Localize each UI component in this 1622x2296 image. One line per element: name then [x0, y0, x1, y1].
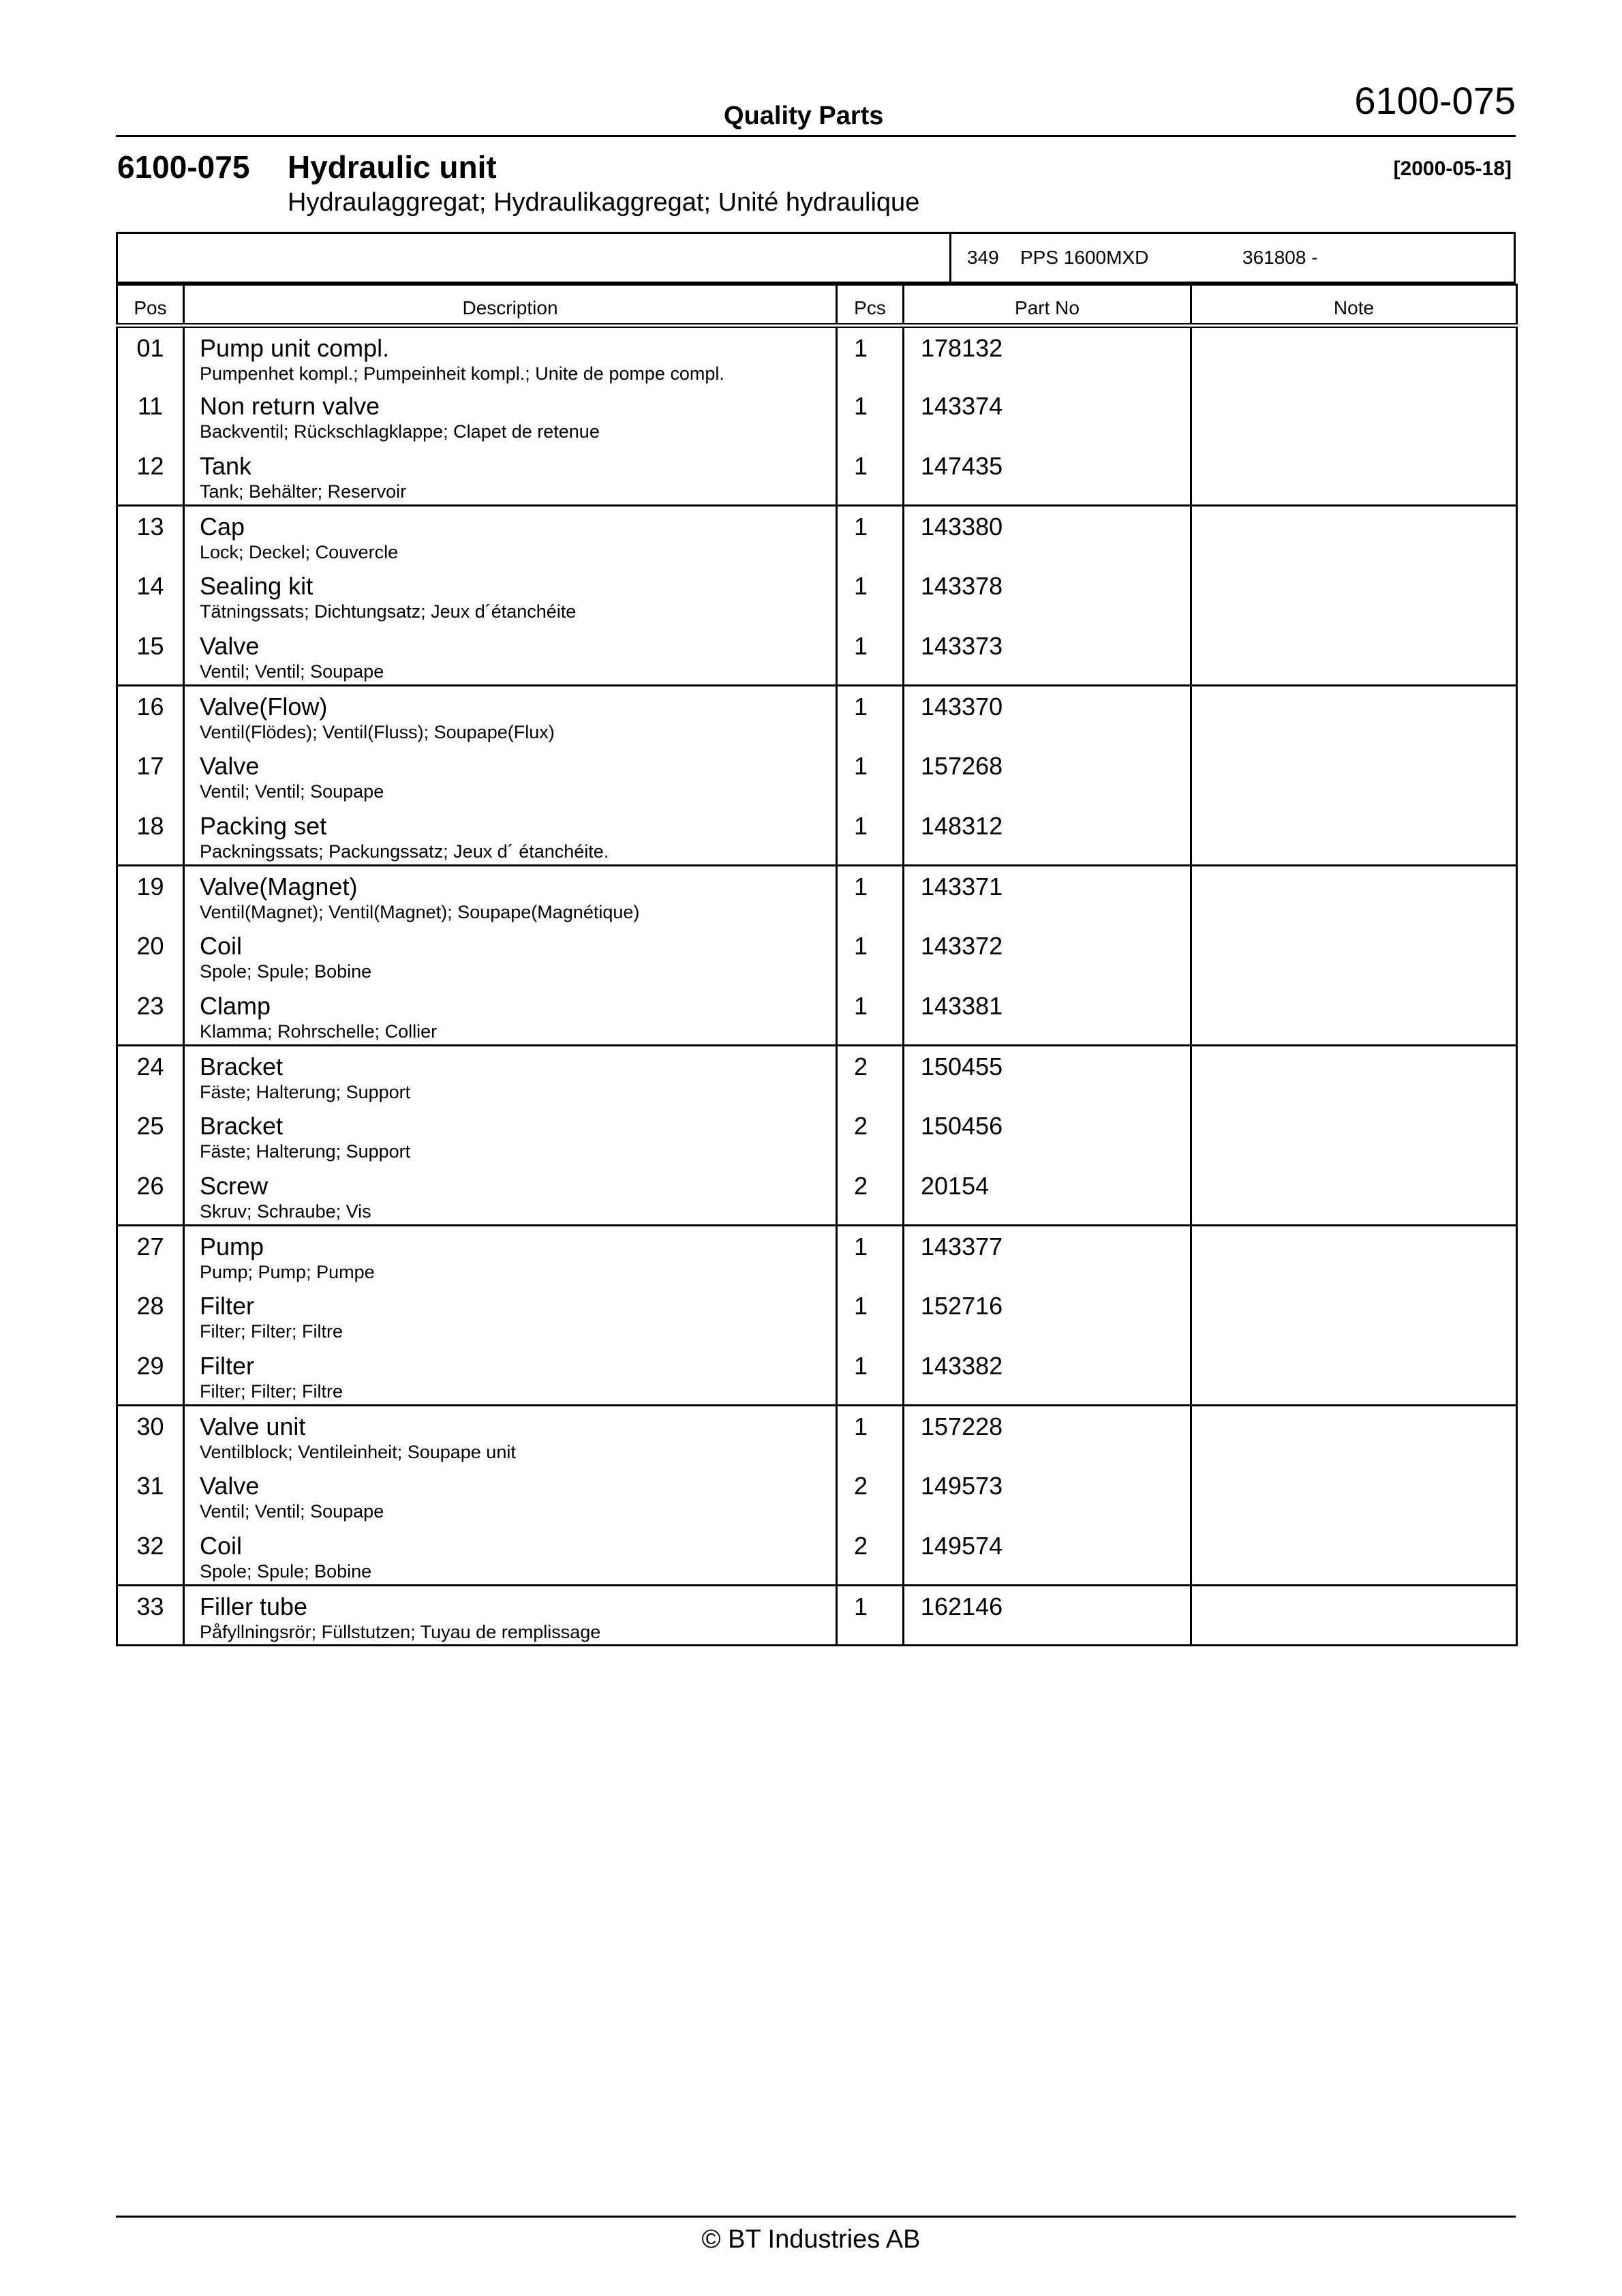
- model-name: PPS 1600MXD: [1020, 247, 1149, 268]
- row-description-translation: Spole; Spule; Bobine: [200, 1560, 372, 1582]
- table-row: [117, 1106, 1517, 1166]
- row-part-no: 157228: [904, 1406, 1191, 1466]
- row-pos: 11: [117, 386, 184, 446]
- row-description-translation: Fäste; Halterung; Support: [200, 1141, 411, 1162]
- row-description-translation: Filter; Filter; Filtre: [200, 1380, 343, 1402]
- row-note: [1191, 806, 1517, 866]
- row-description: [184, 1166, 837, 1226]
- row-pos: 27: [117, 1226, 184, 1286]
- footer-rule: [116, 2216, 1516, 2218]
- table-row: [117, 926, 1517, 986]
- row-note: [1191, 1286, 1517, 1346]
- table-row: [117, 1406, 1517, 1466]
- row-description: [184, 746, 837, 806]
- model-serial: 361808 -: [1242, 247, 1318, 268]
- table-row: [117, 1346, 1517, 1406]
- row-description-name: Filter: [200, 1351, 254, 1380]
- model-number: 349: [967, 247, 999, 268]
- row-note: [1191, 1466, 1517, 1526]
- row-description-name: Cap: [200, 513, 245, 541]
- row-description: [184, 686, 837, 746]
- table-row: [117, 806, 1517, 866]
- row-pos: 33: [117, 1586, 184, 1646]
- row-part-no: 150455: [904, 1046, 1191, 1106]
- row-description-name: Valve(Magnet): [200, 873, 358, 901]
- row-description: [184, 1406, 837, 1466]
- row-description-name: Valve: [200, 1471, 260, 1500]
- row-part-no: 143377: [904, 1226, 1191, 1286]
- row-description: [184, 986, 837, 1046]
- row-pos: 16: [117, 686, 184, 746]
- table-row: [117, 686, 1517, 746]
- row-description-translation: Packningssats; Packungssatz; Jeux d´ étanchéite.: [200, 841, 609, 862]
- row-description-translation: Ventil(Flödes); Ventil(Fluss); Soupape(Flux): [200, 722, 555, 742]
- row-note: [1191, 1406, 1517, 1466]
- row-description: [184, 1286, 837, 1346]
- row-note: [1191, 1526, 1517, 1586]
- row-description-name: Coil: [200, 1531, 243, 1560]
- row-note: [1191, 566, 1517, 626]
- row-pos: 29: [117, 1346, 184, 1406]
- row-note: [1191, 1586, 1517, 1646]
- model-box-divider: [949, 234, 951, 282]
- row-description-translation: Lock; Deckel; Couvercle: [200, 542, 399, 562]
- table-row: [117, 626, 1517, 686]
- row-part-no: 143380: [904, 506, 1191, 566]
- row-pos: 25: [117, 1106, 184, 1166]
- table-row: [117, 386, 1517, 446]
- parts-table: [116, 284, 1518, 1646]
- row-note: [1191, 1046, 1517, 1106]
- row-pcs: 1: [837, 386, 904, 446]
- row-note: [1191, 386, 1517, 446]
- row-pcs: 1: [837, 446, 904, 506]
- table-row: [117, 1466, 1517, 1526]
- row-pcs: 1: [837, 926, 904, 986]
- row-note: [1191, 326, 1517, 386]
- table-row: [117, 1286, 1517, 1346]
- row-description-translation: Ventil; Ventil; Soupape: [200, 781, 384, 802]
- row-description-translation: Ventilblock; Ventileinheit; Soupape unit: [200, 1442, 516, 1462]
- row-description-name: Non return valve: [200, 391, 380, 420]
- row-note: [1191, 986, 1517, 1046]
- row-part-no: 143381: [904, 986, 1191, 1046]
- row-pcs: 1: [837, 986, 904, 1046]
- row-part-no: 178132: [904, 326, 1191, 386]
- row-part-no: 157268: [904, 746, 1191, 806]
- table-row: [117, 986, 1517, 1046]
- row-pos: 01: [117, 326, 184, 386]
- row-description: [184, 326, 837, 386]
- row-description-name: Filler tube: [200, 1592, 308, 1620]
- row-description-name: Valve: [200, 631, 260, 660]
- row-pcs: 1: [837, 326, 904, 386]
- row-pos: 28: [117, 1286, 184, 1346]
- row-note: [1191, 506, 1517, 566]
- row-pcs: 2: [837, 1106, 904, 1166]
- row-description: [184, 926, 837, 986]
- row-note: [1191, 926, 1517, 986]
- row-description-translation: Ventil(Magnet); Ventil(Magnet); Soupape(Magnétique): [200, 902, 640, 922]
- row-pcs: 1: [837, 1346, 904, 1406]
- row-pos: 24: [117, 1046, 184, 1106]
- row-pos: 23: [117, 986, 184, 1046]
- row-pos: 19: [117, 866, 184, 926]
- row-pcs: 1: [837, 1406, 904, 1466]
- column-header-pos: Pos: [117, 285, 184, 326]
- row-description-name: Packing set: [200, 811, 327, 840]
- page-code: 6100-075: [1354, 79, 1516, 122]
- column-header-description: Description: [184, 285, 837, 326]
- row-description-name: Coil: [200, 931, 243, 960]
- row-description: [184, 1466, 837, 1526]
- row-pos: 13: [117, 506, 184, 566]
- row-part-no: 143372: [904, 926, 1191, 986]
- row-pcs: 1: [837, 566, 904, 626]
- section-title: Hydraulic unit: [288, 149, 497, 185]
- table-row: [117, 566, 1517, 626]
- row-pos: 31: [117, 1466, 184, 1526]
- row-description: [184, 1346, 837, 1406]
- row-description: [184, 1526, 837, 1586]
- running-title: Quality Parts: [724, 102, 884, 130]
- row-description-translation: Påfyllningsrör; Füllstutzen; Tuyau de remplissage: [200, 1622, 601, 1642]
- row-note: [1191, 746, 1517, 806]
- row-description-translation: Backventil; Rückschlagklappe; Clapet de retenue: [200, 421, 600, 442]
- row-description-name: Clamp: [200, 991, 271, 1020]
- column-header-pcs: Pcs: [837, 285, 904, 326]
- row-description-translation: Ventil; Ventil; Soupape: [200, 661, 384, 682]
- header-rule: [116, 135, 1516, 137]
- row-pos: 12: [117, 446, 184, 506]
- row-note: [1191, 626, 1517, 686]
- row-description-translation: Tätningssats; Dichtungsatz; Jeux d´étanchéite: [200, 601, 577, 622]
- row-description: [184, 866, 837, 926]
- row-description-translation: Ventil; Ventil; Soupape: [200, 1500, 384, 1522]
- row-part-no: 143370: [904, 686, 1191, 746]
- row-part-no: 147435: [904, 446, 1191, 506]
- row-note: [1191, 1346, 1517, 1406]
- row-note: [1191, 866, 1517, 926]
- row-pcs: 2: [837, 1466, 904, 1526]
- row-pos: 32: [117, 1526, 184, 1586]
- row-description: [184, 1226, 837, 1286]
- row-description: [184, 1586, 837, 1646]
- row-part-no: 150456: [904, 1106, 1191, 1166]
- row-description-translation: Filter; Filter; Filtre: [200, 1320, 343, 1342]
- row-note: [1191, 446, 1517, 506]
- row-note: [1191, 686, 1517, 746]
- row-pcs: 1: [837, 1226, 904, 1286]
- table-row: [117, 746, 1517, 806]
- row-pcs: 1: [837, 866, 904, 926]
- row-description-name: Sealing kit: [200, 571, 313, 600]
- row-part-no: 20154: [904, 1166, 1191, 1226]
- row-part-no: 143382: [904, 1346, 1191, 1406]
- row-description-name: Bracket: [200, 1053, 284, 1081]
- row-pcs: 1: [837, 806, 904, 866]
- row-description-name: Valve unit: [200, 1413, 306, 1440]
- row-part-no: 149573: [904, 1466, 1191, 1526]
- row-description-name: Valve: [200, 751, 260, 780]
- table-row: [117, 1226, 1517, 1286]
- row-pcs: 2: [837, 1046, 904, 1106]
- row-description: [184, 1106, 837, 1166]
- row-part-no: 143371: [904, 866, 1191, 926]
- row-pos: 30: [117, 1406, 184, 1466]
- row-description: [184, 1046, 837, 1106]
- row-description-name: Tank: [200, 451, 252, 480]
- row-description: [184, 806, 837, 866]
- row-part-no: 143373: [904, 626, 1191, 686]
- row-part-no: 143378: [904, 566, 1191, 626]
- row-description: [184, 566, 837, 626]
- row-pcs: 1: [837, 626, 904, 686]
- row-description: [184, 626, 837, 686]
- table-row: [117, 326, 1517, 386]
- section-date: [2000-05-18]: [1393, 157, 1512, 180]
- row-description-translation: Pumpenhet kompl.; Pumpeinheit kompl.; Unite de pompe compl.: [200, 363, 724, 384]
- row-description-name: Filter: [200, 1291, 254, 1320]
- row-pcs: 1: [837, 506, 904, 566]
- row-description-translation: Tank; Behälter; Reservoir: [200, 481, 407, 502]
- row-description-name: Valve(Flow): [200, 693, 328, 721]
- table-row: [117, 1586, 1517, 1646]
- row-pcs: 1: [837, 686, 904, 746]
- row-description-translation: Skruv; Schraube; Vis: [200, 1200, 371, 1222]
- row-pcs: 1: [837, 1586, 904, 1646]
- table-row: [117, 1166, 1517, 1226]
- column-header-note: Note: [1191, 285, 1517, 326]
- row-pos: 14: [117, 566, 184, 626]
- footer-copyright: © BT Industries AB: [701, 2225, 921, 2254]
- row-part-no: 143374: [904, 386, 1191, 446]
- row-pcs: 2: [837, 1166, 904, 1226]
- table-row: [117, 1046, 1517, 1106]
- row-note: [1191, 1106, 1517, 1166]
- row-part-no: 162146: [904, 1586, 1191, 1646]
- row-pos: 20: [117, 926, 184, 986]
- table-header-row: [117, 285, 1517, 326]
- row-pos: 15: [117, 626, 184, 686]
- row-description: [184, 386, 837, 446]
- row-part-no: 149574: [904, 1526, 1191, 1586]
- table-row: [117, 506, 1517, 566]
- table-row: [117, 866, 1517, 926]
- table-row: [117, 446, 1517, 506]
- row-description-name: Bracket: [200, 1111, 284, 1140]
- section-code: 6100-075: [117, 149, 250, 185]
- section-subtitle: Hydraulaggregat; Hydraulikaggregat; Unité hydraulique: [288, 188, 920, 217]
- row-description-name: Screw: [200, 1171, 269, 1200]
- row-pos: 17: [117, 746, 184, 806]
- row-description-translation: Fäste; Halterung; Support: [200, 1082, 411, 1102]
- row-part-no: 152716: [904, 1286, 1191, 1346]
- row-description-translation: Klamma; Rohrschelle; Collier: [200, 1021, 438, 1042]
- row-pcs: 1: [837, 1286, 904, 1346]
- row-note: [1191, 1226, 1517, 1286]
- row-description-translation: Spole; Spule; Bobine: [200, 961, 372, 982]
- row-description-name: Pump unit compl.: [200, 334, 390, 362]
- column-header-part-no: Part No: [904, 285, 1191, 326]
- row-pcs: 1: [837, 746, 904, 806]
- model-applicability-box: [116, 232, 1516, 284]
- row-pos: 18: [117, 806, 184, 866]
- row-note: [1191, 1166, 1517, 1226]
- row-description: [184, 446, 837, 506]
- table-row: [117, 1526, 1517, 1586]
- row-description: [184, 506, 837, 566]
- row-description-name: Pump: [200, 1233, 264, 1260]
- row-pos: 26: [117, 1166, 184, 1226]
- row-pcs: 2: [837, 1526, 904, 1586]
- row-description-translation: Pump; Pump; Pumpe: [200, 1262, 375, 1282]
- row-part-no: 148312: [904, 806, 1191, 866]
